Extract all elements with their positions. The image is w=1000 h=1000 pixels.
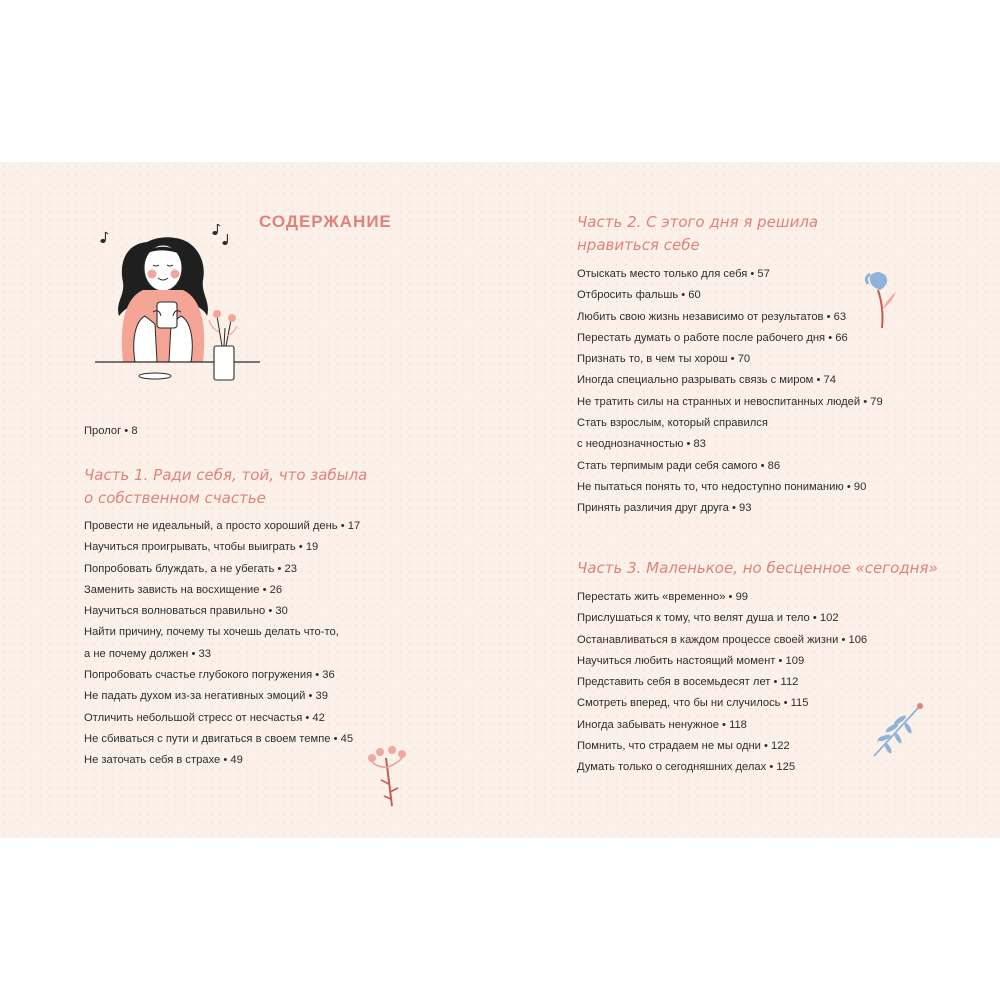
toc-entry[interactable]: Не падать духом из-за негативных эмоций • 39 [84,690,328,703]
toc-entry[interactable]: Стать взрослым, который справился [577,417,768,430]
part-heading-line: Часть 2. С этого дня я решила [577,213,819,231]
toc-entry[interactable]: Научиться любить настоящий момент • 109 [577,654,805,667]
toc-entry[interactable]: Не пытаться понять то, что недоступно пониманию • 90 [577,480,867,493]
page-title: СОДЕРЖАНИЕ [259,212,392,231]
toc-entry[interactable]: Отыскать место только для себя • 57 [577,268,770,280]
toc-entry[interactable]: Принять различия друг друга • 93 [577,502,752,515]
toc-entry[interactable]: Останавливаться в каждом процессе своей жизни • 106 [577,633,868,646]
toc-entry[interactable]: Не сбиваться с пути и двигаться в своем темпе • 45 [84,732,354,745]
toc-entry[interactable]: Попробовать счастье глубокого погружения • 36 [84,669,335,682]
toc-entry[interactable]: Помнить, что страдаем не мы одни • 122 [577,740,790,753]
toc-entry[interactable]: а не почему должен • 33 [84,647,211,660]
part-heading-line: о собственном счастье [84,489,266,507]
toc-entry[interactable]: Пролог • 8 [84,425,138,437]
toc-entry[interactable]: Отличить небольшой стресс от несчастья • 42 [84,711,325,724]
toc-entry[interactable]: Найти причину, почему ты хочешь делать что-то, [84,626,339,639]
toc-entry[interactable]: Попробовать блуждать, а не убегать • 23 [84,562,297,575]
toc-entry[interactable]: Думать только о сегодняшних делах • 125 [577,761,796,774]
toc-entry[interactable]: Иногда специально разрывать связь с миром • 74 [577,374,836,387]
woman-with-cup-illustration [95,224,265,386]
toc-entry[interactable]: Смотреть вперед, что бы ни случилось • 115 [577,697,809,710]
part-heading-line: Часть 3. Маленькое, но бесценное «сегодня» [577,559,938,577]
toc-entry[interactable]: Перестать жить «временно» • 99 [577,591,749,603]
toc-entry[interactable]: Научиться волноваться правильно • 30 [84,605,288,618]
toc-entry[interactable]: с неоднозначностью • 83 [577,438,706,451]
toc-entry[interactable]: Иногда забывать ненужное • 118 [577,718,747,731]
part-heading-2 [577,211,818,257]
toc-entry[interactable]: Прислушаться к тому, что велят душа и тело • 102 [577,612,839,625]
prologue-item [84,421,138,442]
sprig-icon [870,702,926,760]
part-heading-line: нравиться себе [577,236,700,254]
toc-entry[interactable]: Признать то, в чем ты хорош • 70 [577,353,751,366]
part-heading-3 [577,557,938,580]
part-heading-line: Часть 1. Ради себя, той, что забыла [84,466,368,484]
toc-list-part-1 [84,516,360,772]
flower-blue-icon [862,268,902,330]
toc-list-part-2 [577,264,883,520]
toc-entry[interactable]: Не заточать себя в страхе • 49 [84,754,243,767]
flower-pink-icon [362,744,412,808]
toc-entry[interactable]: Научиться проигрывать, чтобы выиграть • 19 [84,541,319,554]
toc-entry[interactable]: Любить свою жизнь независимо от результатов • 63 [577,310,847,323]
toc-list-part-3 [577,587,867,779]
toc-entry[interactable]: Провести не идеальный, а просто хороший день • 17 [84,520,361,532]
toc-entry[interactable]: Не тратить силы на странных и невоспитанных людей • 79 [577,395,883,408]
toc-entry[interactable]: Стать терпимым ради себя самого • 86 [577,459,781,472]
toc-entry[interactable]: Заменить зависть на восхищение • 26 [84,583,283,596]
toc-entry[interactable]: Представить себя в восемьдесят лет • 112 [577,676,799,689]
part-heading-1 [84,464,367,510]
toc-entry[interactable]: Перестать думать о работе после рабочего дня • 66 [577,331,848,344]
toc-entry[interactable]: Отбросить фальшь • 60 [577,289,701,302]
